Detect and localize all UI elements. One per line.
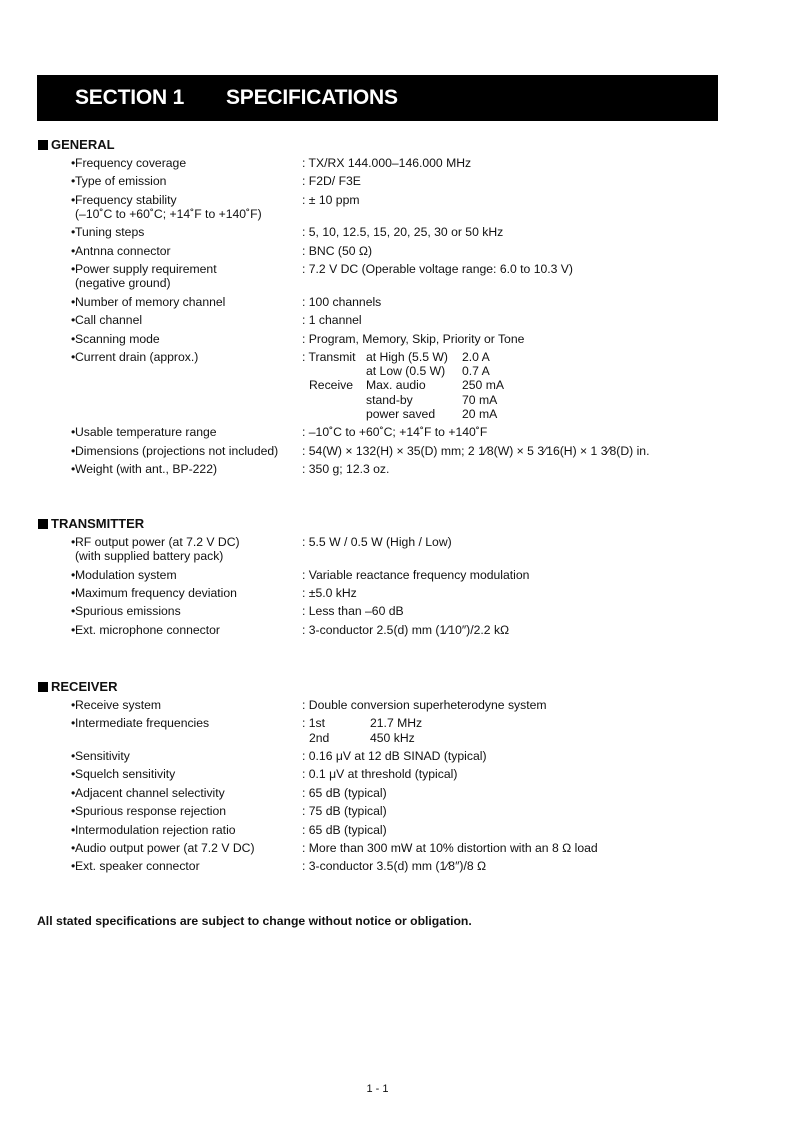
- spec-label: Current drain (approx.): [75, 349, 199, 364]
- spec-value: : Program, Memory, Skip, Priority or Tone: [302, 331, 525, 346]
- spec-value: : Double conversion superheterodyne system: [302, 698, 547, 712]
- spec-label: Antnna connector: [75, 243, 171, 258]
- spec-value: : 5, 10, 12.5, 15, 20, 25, 30 or 50 kHz: [302, 225, 504, 240]
- square-bullet-icon: [38, 682, 48, 692]
- spec-row: • Number of memory channel : 100 channels: [37, 293, 757, 311]
- spec-value: : –10˚C to +60˚C; +14˚F to +140˚F: [302, 425, 488, 440]
- spec-label: Usable temperature range: [75, 425, 217, 440]
- spec-label: Power supply requirement: [75, 262, 217, 277]
- spec-label: Sensitivity: [75, 748, 130, 763]
- spec-value: : 7.2 V DC (Operable voltage range: 6.0 to 10.3 V): [302, 262, 573, 277]
- spec-label: Frequency stability: [75, 192, 177, 207]
- spec-row: • Frequency coverage : TX/RX 144.000–146.000 MHz: [37, 154, 757, 172]
- spec-value: : 3-conductor 2.5(d) mm (1⁄10″)/2.2 kΩ: [302, 622, 510, 637]
- spec-label: Tuning steps: [75, 225, 145, 240]
- footnote: All stated specifications are subject to change without notice or obligation.: [37, 914, 472, 928]
- spec-row: • Weight (with ant., BP-222) : 350 g; 12.3 oz.: [37, 460, 757, 478]
- spec-row: • Ext. speaker connector : 3-conductor 3.5(d) mm (1⁄8″)/8 Ω: [37, 857, 757, 875]
- spec-label: Scanning mode: [75, 331, 160, 346]
- spec-row: • Usable temperature range : –10˚C to +60˚C; +14˚F to +140˚F: [37, 423, 757, 441]
- spec-row: • Power supply requirement (negative ground) : 7.2 V DC (Operable voltage range: 6.0 to 10.3 V): [37, 260, 757, 293]
- transmitter-section: [37, 515, 757, 639]
- spec-row: • Antnna connector : BNC (50 Ω): [37, 242, 757, 260]
- page-number: 1 - 1: [366, 1083, 389, 1095]
- transmitter-heading: TRANSMITTER: [37, 515, 757, 533]
- spec-value: : 75 dB (typical): [302, 804, 387, 819]
- spec-value: : 0.16 μV at 12 dB SINAD (typical): [302, 748, 487, 763]
- spec-row: • Audio output power (at 7.2 V DC) : More than 300 mW at 10% distortion with an 8 Ω load: [37, 839, 757, 857]
- spec-row: • Modulation system : Variable reactance frequency modulation: [37, 566, 757, 584]
- spec-label: Frequency coverage: [75, 156, 187, 170]
- section-banner: [37, 75, 718, 121]
- spec-row: • Scanning mode : Program, Memory, Skip, Priority or Tone: [37, 330, 757, 348]
- spec-label: Spurious response rejection: [75, 804, 227, 819]
- square-bullet-icon: [38, 519, 48, 529]
- spec-label: Squelch sensitivity: [75, 767, 176, 782]
- spec-row: • Call channel : 1 channel: [37, 311, 757, 329]
- spec-value: : TX/RX 144.000–146.000 MHz: [302, 156, 472, 170]
- spec-row: • Intermodulation rejection ratio : 65 dB (typical): [37, 821, 757, 839]
- spec-value: : More than 300 mW at 10% distortion with an 8 Ω load: [302, 840, 598, 855]
- section-number: SECTION 1: [75, 86, 185, 109]
- spec-label: Intermodulation rejection ratio: [75, 822, 236, 837]
- spec-value: : F2D/ F3E: [302, 174, 361, 189]
- spec-value: : Variable reactance frequency modulation: [302, 567, 530, 582]
- spec-value: : 65 dB (typical): [302, 822, 387, 837]
- spec-row: • Adjacent channel selectivity : 65 dB (typical): [37, 784, 757, 802]
- spec-label: Ext. microphone connector: [75, 622, 220, 637]
- spec-label: Modulation system: [75, 567, 177, 582]
- square-bullet-icon: [38, 140, 48, 150]
- spec-label: Weight (with ant., BP-222): [75, 461, 218, 476]
- spec-row: • Intermediate frequencies : 1st 21.7 MHz 2nd 450 kHz: [37, 714, 757, 747]
- spec-value: : ± 10 ppm: [302, 192, 360, 207]
- receiver-heading: RECEIVER: [37, 678, 757, 696]
- receiver-section: [37, 678, 757, 876]
- spec-label: Adjacent channel selectivity: [75, 785, 225, 800]
- spec-row: • Spurious response rejection : 75 dB (typical): [37, 802, 757, 820]
- spec-label: Maximum frequency deviation: [75, 585, 237, 600]
- spec-row: • Receive system : Double conversion superheterodyne system: [37, 696, 757, 714]
- spec-label-note: (–10˚C to +60˚C; +14˚F to +140˚F): [75, 206, 262, 221]
- current-drain-table: : Transmit at High (5.5 W) 2.0 A at Low (0.5 W) 0.7 A Receive Max. audio 250 mA stand-by 70 mA power saved 20 mA: [302, 349, 505, 421]
- spec-row: • Current drain (approx.) : Transmit at High (5.5 W) 2.0 A at Low (0.5 W) 0.7 A Receive Max. audio 250 mA stand-by 70 mA power saved 20 mA: [37, 348, 757, 423]
- spec-value: : 3-conductor 3.5(d) mm (1⁄8″)/8 Ω: [302, 859, 487, 874]
- spec-row: • Ext. microphone connector : 3-conductor 2.5(d) mm (1⁄10″)/2.2 kΩ: [37, 621, 757, 639]
- spec-label: Ext. speaker connector: [75, 859, 200, 874]
- if-table: : 1st 21.7 MHz 2nd 450 kHz: [302, 716, 423, 745]
- spec-label: Dimensions (projections not included): [75, 443, 279, 458]
- spec-label-note: (with supplied battery pack): [75, 549, 224, 564]
- spec-value: : Less than –60 dB: [302, 604, 404, 619]
- general-heading: GENERAL: [37, 136, 757, 154]
- spec-label: Receive system: [75, 698, 162, 712]
- spec-row: • Spurious emissions : Less than –60 dB: [37, 602, 757, 620]
- spec-value: : 350 g; 12.3 oz.: [302, 461, 390, 476]
- section-title: SPECIFICATIONS: [226, 86, 398, 109]
- spec-value: : 1 channel: [302, 313, 362, 328]
- spec-label: Call channel: [75, 313, 143, 328]
- spec-row: • Dimensions (projections not included) : 54(W) × 132(H) × 35(D) mm; 2 1⁄8(W) × 5 3⁄16(H) × 1 3⁄8(D) in.: [37, 442, 757, 460]
- spec-row: • Maximum frequency deviation : ±5.0 kHz: [37, 584, 757, 602]
- spec-value: : 0.1 μV at threshold (typical): [302, 767, 458, 782]
- spec-label: Intermediate frequencies: [75, 716, 210, 731]
- spec-value: : ±5.0 kHz: [302, 585, 357, 600]
- general-section: [37, 136, 757, 478]
- spec-value: : BNC (50 Ω): [302, 243, 373, 258]
- spec-label: RF output power (at 7.2 V DC): [75, 535, 240, 549]
- spec-row: • Type of emission : F2D/ F3E: [37, 172, 757, 190]
- spec-value: : 54(W) × 132(H) × 35(D) mm; 2 1⁄8(W) × 5 3⁄16(H) × 1 3⁄8(D) in.: [302, 443, 650, 458]
- spec-value: : 5.5 W / 0.5 W (High / Low): [302, 535, 452, 549]
- spec-value: : 65 dB (typical): [302, 785, 387, 800]
- spec-label-note: (negative ground): [75, 276, 171, 291]
- spec-row: • RF output power (at 7.2 V DC) (with supplied battery pack) : 5.5 W / 0.5 W (High / Low): [37, 533, 757, 566]
- spec-label: Spurious emissions: [75, 604, 181, 619]
- spec-row: • Squelch sensitivity : 0.1 μV at threshold (typical): [37, 765, 757, 783]
- spec-row: • Frequency stability (–10˚C to +60˚C; +14˚F to +140˚F) : ± 10 ppm: [37, 191, 757, 224]
- spec-value: : 100 channels: [302, 294, 382, 309]
- spec-label: Type of emission: [75, 174, 167, 189]
- spec-row: • Sensitivity : 0.16 μV at 12 dB SINAD (typical): [37, 747, 757, 765]
- spec-label: Number of memory channel: [75, 294, 226, 309]
- spec-row: • Tuning steps : 5, 10, 12.5, 15, 20, 25, 30 or 50 kHz: [37, 223, 757, 241]
- spec-label: Audio output power (at 7.2 V DC): [75, 840, 255, 855]
